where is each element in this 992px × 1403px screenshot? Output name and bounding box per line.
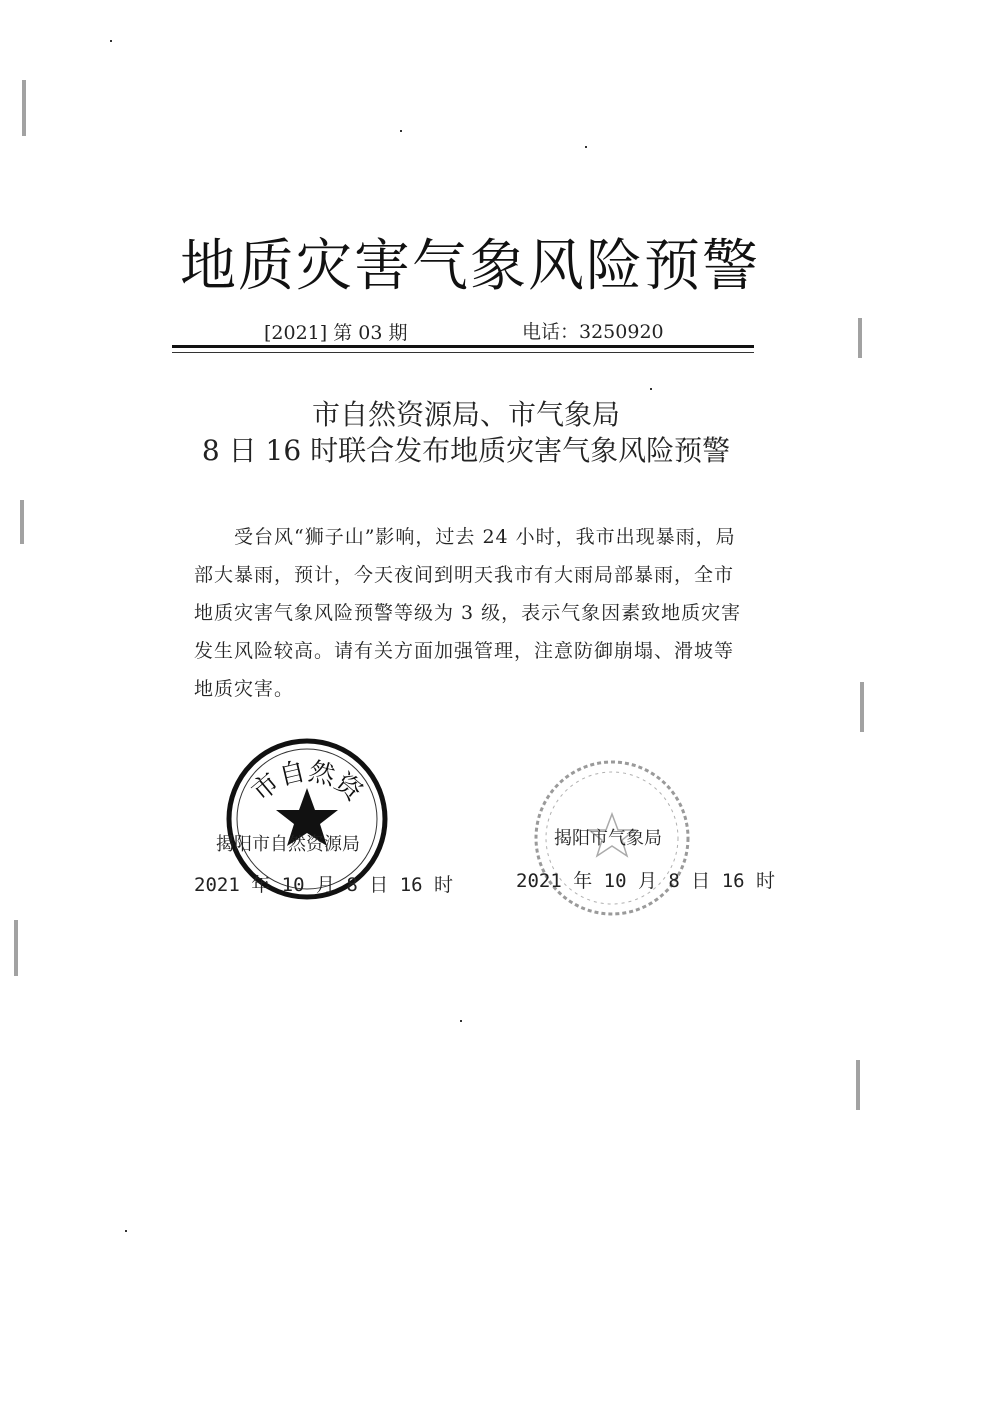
headline-line-1: 市自然资源局、市气象局 xyxy=(311,398,620,431)
issue-number: [2021] 第 03 期 xyxy=(264,322,408,344)
document-title: 地质灾害气象风险预警 xyxy=(180,234,760,299)
scan-artifact xyxy=(650,388,652,390)
header-rule-thin xyxy=(172,352,754,353)
scan-artifact xyxy=(460,1020,462,1022)
signature-date-right: 2021 年 10 月 8 日 16 时 xyxy=(516,870,776,892)
scan-artifact xyxy=(585,146,587,148)
signature-org-left: 揭阳市自然资源局 xyxy=(216,834,360,855)
scan-artifact xyxy=(125,1230,127,1232)
body-paragraph: 受台风“狮子山”影响，过去 24 小时，我市出现暴雨，局部大暴雨，预计，今天夜间到明天我市有大雨局部暴雨，全市地质灾害气象风险预警等级为 3 级，表示气象因素致地质灾害发生风险较高。请有关方面加强管理，注意防御崩塌、滑坡等地质灾害。 xyxy=(194,526,742,700)
signature-org-right: 揭阳市气象局 xyxy=(554,828,662,849)
signature-date-left: 2021 年 10 月 8 日 16 时 xyxy=(194,874,454,896)
scan-artifact xyxy=(858,318,862,358)
scan-artifact xyxy=(14,920,18,976)
header-rule xyxy=(172,345,754,348)
scan-artifact xyxy=(856,1060,860,1110)
headline-line-2: 8 日 16 时联合发布地质灾害气象风险预警 xyxy=(201,434,731,467)
phone-number: 电话：3250920 xyxy=(522,321,664,343)
scan-artifact xyxy=(20,500,24,544)
scan-artifact xyxy=(110,40,112,42)
scan-artifact xyxy=(860,682,864,732)
scan-artifact xyxy=(22,80,26,136)
seal-text: 市自然资 xyxy=(246,756,368,808)
scan-artifact xyxy=(400,130,402,132)
